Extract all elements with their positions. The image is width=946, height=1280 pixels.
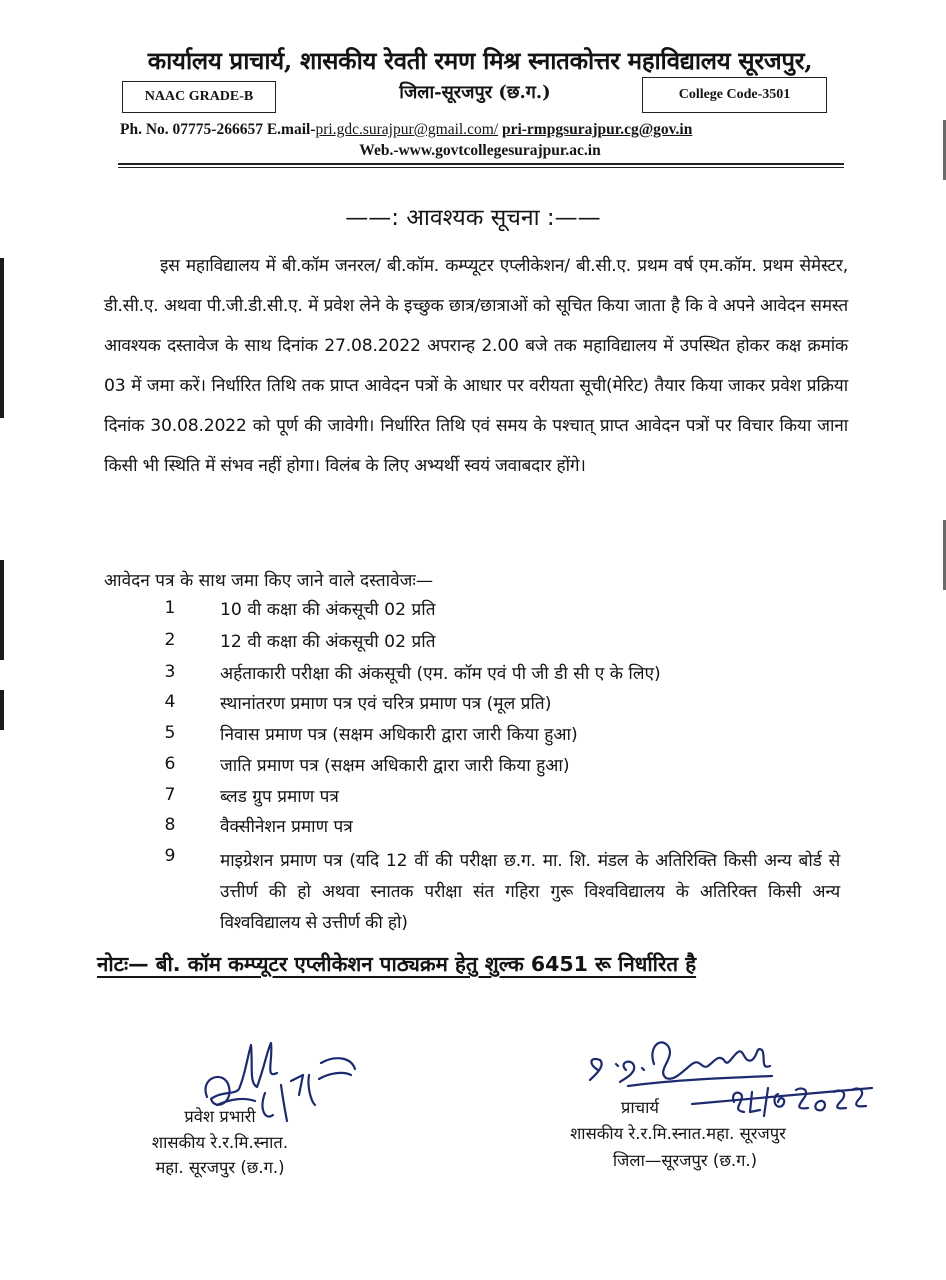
left-signatory-institution: शासकीय रे.र.मि.स्नात. xyxy=(151,1133,289,1152)
scan-edge-mark xyxy=(0,560,4,660)
email-link-2[interactable]: pri-rmpgsurajpur.cg@gov.in xyxy=(501,121,693,138)
scan-edge-mark xyxy=(0,258,4,418)
header-divider xyxy=(118,167,844,168)
list-item-text: निवास प्रमाण पत्र (सक्षम अधिकारी द्वारा जारी किया हुआ) xyxy=(220,725,578,745)
list-item-text: 12 वी कक्षा की अंकसूची 02 प्रति xyxy=(220,632,436,652)
principal-designation: प्राचार्य xyxy=(621,1098,659,1117)
left-signatory-designation: प्रवेश प्रभारी xyxy=(184,1107,256,1126)
list-item-text: 10 वी कक्षा की अंकसूची 02 प्रति xyxy=(220,600,436,620)
website-link[interactable]: Web.-www.govtcollegesurajpur.ac.in xyxy=(359,142,601,159)
list-item-number: 4 xyxy=(164,692,176,712)
phone-number: Ph. No. 07775-266657 xyxy=(120,121,263,138)
list-item-number: 6 xyxy=(164,754,176,774)
left-signatory-location: महा. सूरजपुर (छ.ग.) xyxy=(155,1158,285,1177)
college-code-box: College Code-3501 xyxy=(642,77,827,113)
notice-paragraph: इस महाविद्यालय में बी.कॉम जनरल/ बी.कॉम. कम्प्यूटर एप्लीकेशन/ बी.सी.ए. प्रथम वर्ष एम.कॉम. प्रथम सेमेस्टर, डी.सी.ए. अथवा पी.जी.डी.सी.ए. में प्रवेश लेने के इच्छुक छात्र/छात्राओं को सूचित किया जाता है कि वे अपने आवेदन समस्त आवश्यक दस्तावेज के साथ दिनांक 27.08.2022 अपरान्ह 2.00 बजे तक महाविद्यालय में उपस्थित होकर कक्ष क्रमांक 03 में जमा करें। निर्धारित तिथि तक प्राप्त आवेदन पत्रों के आधार पर वरीयता सूची(मेरिट) तैयार किया जाकर प्रवेश प्रक्रिया दिनांक 30.08.2022 को पूर्ण की जावेगी। निर्धारित तिथि एवं समय के पश्चात् प्राप्त आवेदन पत्रों पर विचार किया जाना किसी भी स्थिति में संभव नहीं होगा। विलंब के लिए अभ्यर्थी स्वयं जवाबदार होंगे। xyxy=(104,256,848,476)
list-item-number: 3 xyxy=(164,662,176,682)
principal-institution: शासकीय रे.र.मि.स्नात.महा. सूरजपुर xyxy=(570,1124,786,1143)
contact-line xyxy=(120,121,840,139)
list-item-number: 2 xyxy=(164,630,176,650)
list-item-number: 1 xyxy=(164,598,176,618)
college-office-title: कार्यालय प्राचार्य, शासकीय रेवती रमण मिश्र स्नातकोत्तर महाविद्यालय सूरजपुर, xyxy=(147,46,813,75)
documents-heading: आवेदन पत्र के साथ जमा किए जाने वाले दस्तावेजः— xyxy=(104,571,434,591)
list-item-number: 5 xyxy=(164,723,176,743)
list-item-number: 8 xyxy=(164,815,176,835)
college-district: जिला-सूरजपुर (छ.ग.) xyxy=(399,82,551,103)
email-label: E.mail- xyxy=(266,121,316,138)
email-link-1[interactable]: pri.gdc.surajpur@gmail.com/ xyxy=(315,121,499,138)
list-item-text: माइग्रेशन प्रमाण पत्र (यदि 12 वीं की परीक्षा छ.ग. मा. शि. मंडल के अतिरिक्ति किसी अन्य बोर्ड से उत्तीर्ण की हो अथवा स्नातक परीक्षा संत गहिरा गुरू विश्वविद्यालय के अतिरिक्त किसी अन्य विश्वविद्यालय से उत्तीर्ण की हो) xyxy=(220,851,840,933)
list-item-number: 7 xyxy=(164,785,176,805)
scan-edge-mark xyxy=(0,690,4,730)
list-item-number: 9 xyxy=(164,846,176,866)
list-item-text: वैक्सीनेशन प्रमाण पत्र xyxy=(220,817,353,837)
notice-heading: ——: आवश्यक सूचना :—— xyxy=(345,205,601,231)
naac-grade-box: NAAC GRADE-B xyxy=(122,81,276,113)
list-item-text: अर्हताकारी परीक्षा की अंकसूची (एम. कॉम एवं पी जी डी सी ए के लिए) xyxy=(220,664,661,684)
header-divider xyxy=(118,163,844,165)
list-item-text: ब्लड ग्रुप प्रमाण पत्र xyxy=(220,787,339,807)
list-item-text: जाति प्रमाण पत्र (सक्षम अधिकारी द्वारा जारी किया हुआ) xyxy=(220,756,570,776)
fee-note: नोटः— बी. कॉम कम्प्यूटर एप्लीकेशन पाठ्यक्रम हेतु शुल्क 6451 रू निर्धारित है xyxy=(97,952,697,976)
list-item-text: स्थानांतरण प्रमाण पत्र एवं चरित्र प्रमाण पत्र (मूल प्रति) xyxy=(220,694,552,714)
principal-location: जिला—सूरजपुर (छ.ग.) xyxy=(612,1151,758,1170)
